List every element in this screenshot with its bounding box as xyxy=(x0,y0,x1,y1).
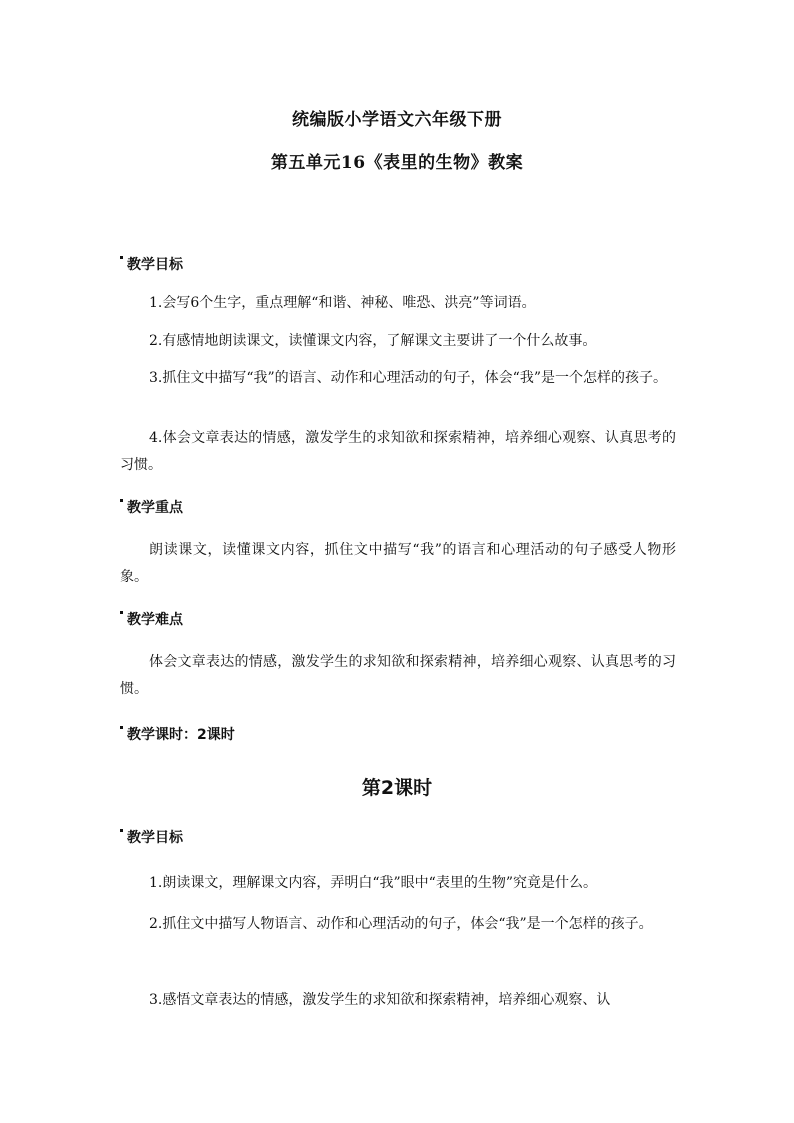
key-points-text: 朗读课文，读懂课文内容，抓住文中描写“我”的语言和心理活动的句子感受人物形象。 xyxy=(120,542,676,585)
section-heading-key-points: 教学重点 xyxy=(120,497,183,517)
section-heading-goals: 教学目标 xyxy=(120,254,183,274)
section-heading-session-goals: 教学目标 xyxy=(120,827,183,847)
document-title: 统编版小学语文六年级下册 xyxy=(292,110,502,130)
bullet-icon xyxy=(120,726,123,729)
bullet-icon xyxy=(120,829,123,832)
session-goal-item: 3.感悟文章表达的情感，激发学生的求知欲和探索精神，培养细心观察、认 xyxy=(149,992,611,1008)
section-heading-class-hours: 教学课时：2课时 xyxy=(120,724,235,744)
session-goal-item: 1.朗读课文，理解课文内容，弄明白“我”眼中“表里的生物”究竟是什么。 xyxy=(149,875,597,891)
bullet-icon xyxy=(120,499,123,502)
session-title: 第2课时 xyxy=(361,777,433,799)
goal-item: 3.抓住文中描写“我”的语言、动作和心理活动的句子，体会“我”是一个怎样的孩子。 xyxy=(149,370,667,386)
bullet-icon xyxy=(120,611,123,614)
difficulties-text: 体会文章表达的情感，激发学生的求知欲和探索精神，培养细心观察、认真思考的习惯。 xyxy=(120,654,676,697)
goal-item: 2.有感情地朗读课文，读懂课文内容，了解课文主要讲了一个什么故事。 xyxy=(149,333,597,349)
session-goal-item: 2.抓住文中描写人物语言、动作和心理活动的句子，体会“我”是一个怎样的孩子。 xyxy=(149,916,653,932)
bullet-icon xyxy=(120,256,123,259)
goal-item: 4.体会文章表达的情感，激发学生的求知欲和探索精神，培养细心观察、认真思考的习惯。 xyxy=(120,430,676,473)
section-heading-difficulties: 教学难点 xyxy=(120,609,183,629)
document-subtitle: 第五单元16《表里的生物》教案 xyxy=(270,153,524,173)
goal-item: 1.会写6个生字，重点理解“和谐、神秘、唯恐、洪亮”等词语。 xyxy=(149,295,536,311)
